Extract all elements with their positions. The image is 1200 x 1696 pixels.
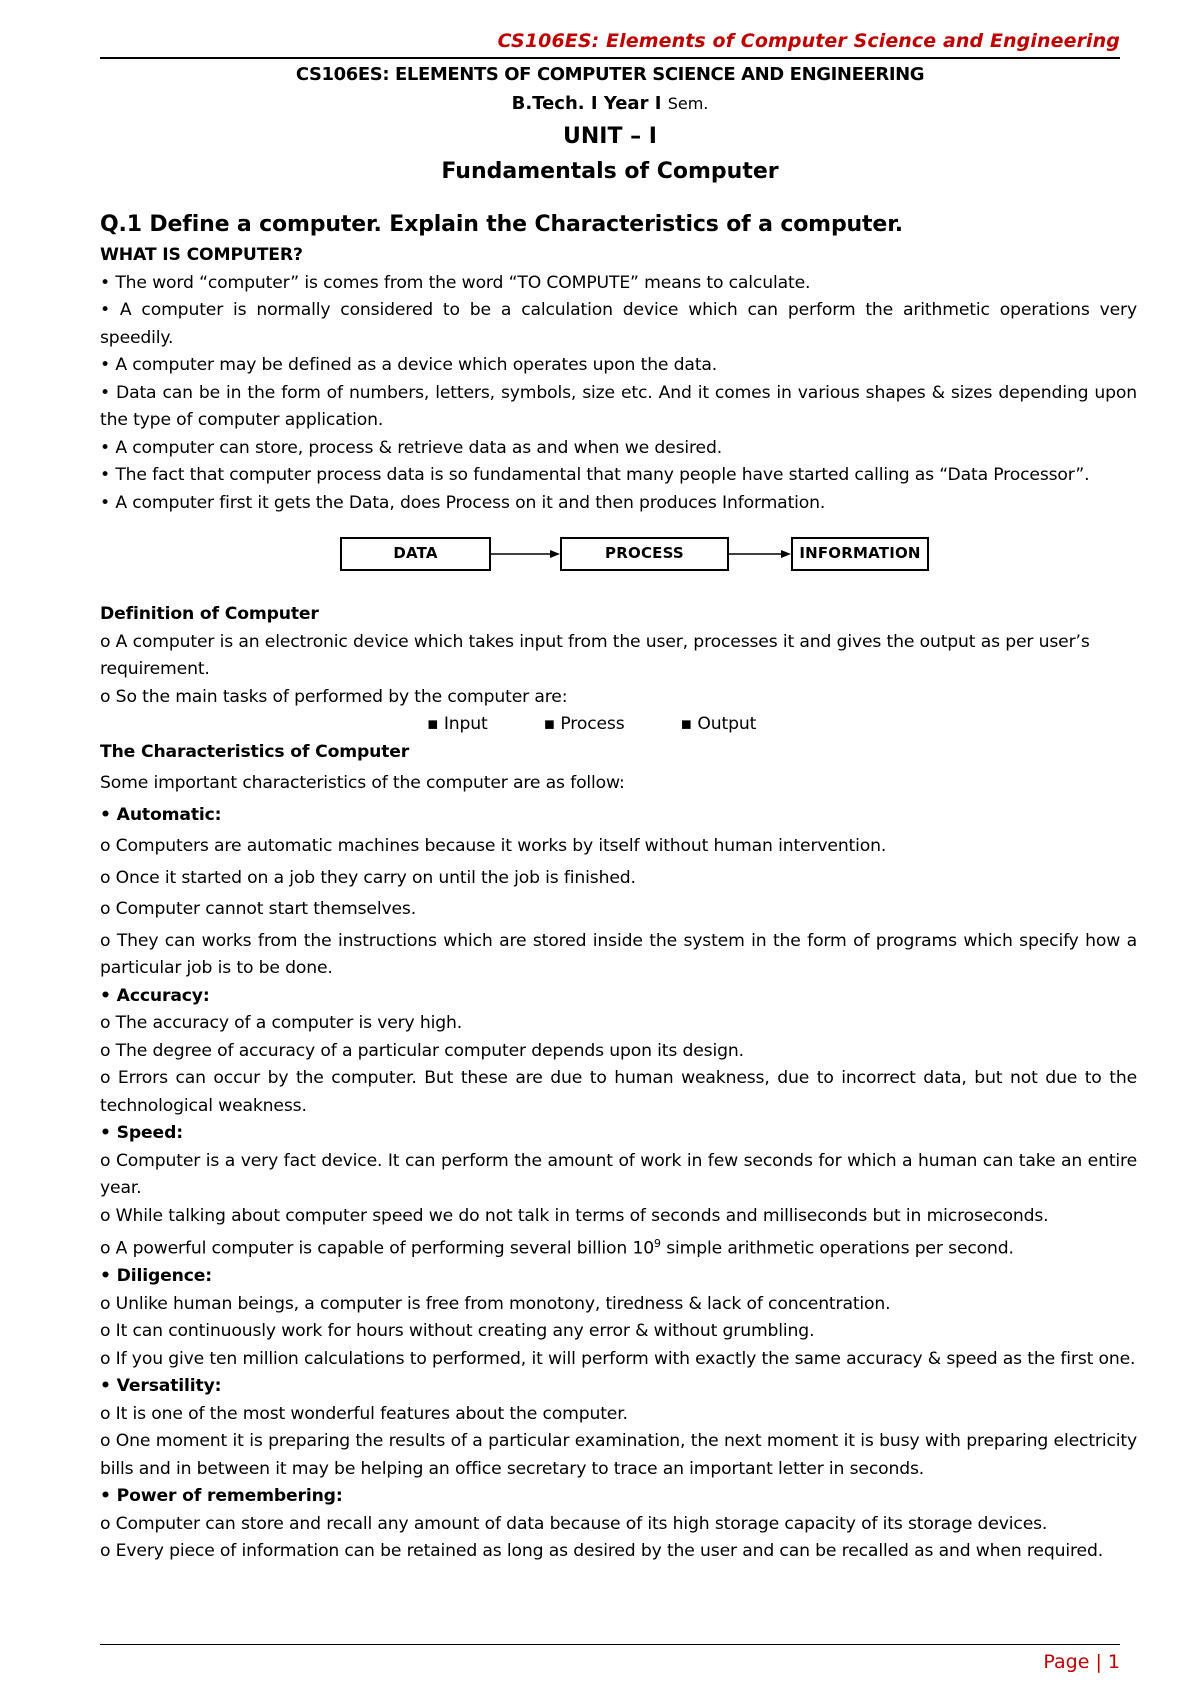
question-heading: Q.1 Define a computer. Explain the Characteristics of a computer.: [100, 212, 903, 237]
footer-rule: [100, 1644, 1120, 1645]
what-bullet: • The fact that computer process data is so fundamental that many people have started calling as “Data Processor”.: [100, 462, 1137, 490]
speed-heading: • Speed:: [100, 1120, 1137, 1148]
what-bullet: • Data can be in the form of numbers, letters, symbols, size etc. And it comes in various shapes & sizes depending upon the type of computer application.: [100, 380, 1137, 435]
power-item: o Every piece of information can be retained as long as desired by the user and can be recalled as and when required.: [100, 1541, 1104, 1562]
automatic-heading: • Automatic:: [100, 802, 1137, 830]
definition-heading: Definition of Computer: [100, 604, 319, 624]
definition-item: o So the main tasks of performed by the computer are:: [100, 686, 568, 707]
power-item: o Computer can store and recall any amount of data because of its high storage capacity of its storage devices.: [100, 1513, 1048, 1534]
characteristics-intro: Some important characteristics of the computer are as follow:: [100, 773, 625, 793]
tasks-list: [100, 711, 1137, 739]
accuracy-item: o The degree of accuracy of a particular computer depends upon its design.: [100, 1040, 744, 1061]
year-text: B.Tech. I Year I: [511, 93, 662, 114]
speed-powerful-before: o A powerful computer is capable of performing several billion 10: [100, 1238, 655, 1259]
accuracy-item: o The accuracy of a computer is very high.: [100, 1013, 463, 1033]
definition-item: o A computer is an electronic device which takes input from the user, processes it and gives the output as per user’s requirement.: [100, 631, 1090, 679]
unit-title: UNIT – I: [563, 124, 657, 149]
what-is-computer-heading: WHAT IS COMPUTER?: [100, 245, 303, 265]
speed-powerful-after: simple arithmetic operations per second.: [660, 1238, 1014, 1259]
diligence-heading: • Diligence:: [100, 1263, 1137, 1291]
what-bullet: • A computer can store, process & retrieve data as and when we desired.: [100, 435, 1137, 463]
power-of-remembering-heading: • Power of remembering:: [100, 1483, 1137, 1511]
speed-item: o While talking about computer speed we do not talk in terms of seconds and milliseconds but in microseconds.: [100, 1205, 1049, 1226]
unit-subtitle: Fundamentals of Computer: [441, 159, 779, 184]
accuracy-item: o Errors can occur by the computer. But these are due to human weakness, due to incorrect data, but not due to the technological weakness.: [100, 1068, 1137, 1116]
arrow-head-data-process: [550, 550, 560, 558]
header-rule: [100, 57, 1120, 59]
characteristics-heading: The Characteristics of Computer: [100, 741, 410, 762]
task-item: ▪ Output: [681, 711, 757, 739]
versatility-item: o One moment it is preparing the results of a particular examination, the next moment it is busy with preparing electricity bills and in between it may be helping an office secretary to trace an important letter in seconds.: [100, 1431, 1137, 1479]
data-process-information-diagram: [100, 529, 1137, 591]
diligence-item: o If you give ten million calculations to performed, it will perform with exactly the same accuracy & speed as the first one.: [100, 1348, 1136, 1369]
automatic-item: o Computer cannot start themselves.: [100, 899, 417, 919]
course-title: CS106ES: ELEMENTS OF COMPUTER SCIENCE AND ENGINEERING: [295, 64, 925, 85]
what-bullet: • The word “computer” is comes from the word “TO COMPUTE” means to calculate.: [100, 270, 1137, 298]
content: [100, 210, 1137, 1566]
arrow-head-process-information: [781, 550, 791, 558]
accuracy-heading: • Accuracy:: [100, 983, 1137, 1011]
task-item: ▪ Process: [544, 711, 625, 739]
automatic-item: o Computers are automatic machines because it works by itself without human intervention.: [100, 836, 887, 856]
what-bullet: • A computer is normally considered to be a calculation device which can perform the arithmetic operations very speedily.: [100, 297, 1137, 352]
what-bullet: • A computer first it gets the Data, does Process on it and then produces Information.: [100, 490, 1137, 518]
automatic-item: o They can works from the instructions which are stored inside the system in the form of programs which specify how a particular job is to be done.: [100, 930, 1137, 978]
speed-item-powerful: [100, 1230, 1137, 1263]
versatility-heading: • Versatility:: [100, 1373, 1137, 1401]
flow-box-information: INFORMATION: [791, 537, 929, 571]
diligence-item: o It can continuously work for hours without creating any error & without grumbling.: [100, 1321, 815, 1342]
speed-powerful-sup: 9: [654, 1237, 661, 1250]
versatility-item: o It is one of the most wonderful features about the computer.: [100, 1403, 628, 1424]
what-bullet: • A computer may be defined as a device which operates upon the data.: [100, 352, 1137, 380]
task-item: ▪ Input: [427, 711, 488, 739]
year-line: [100, 93, 1120, 114]
diligence-item: o Unlike human beings, a computer is free from monotony, tiredness & lack of concentration.: [100, 1293, 891, 1314]
automatic-item: o Once it started on a job they carry on until the job is finished.: [100, 867, 636, 888]
flow-box-process: PROCESS: [560, 537, 729, 571]
sem-text: Sem.: [667, 94, 709, 113]
flow-box-data: DATA: [340, 537, 491, 571]
page-number: Page | 1: [1043, 1651, 1120, 1673]
speed-item: o Computer is a very fact device. It can perform the amount of work in few seconds for which a human can take an entire year.: [100, 1150, 1137, 1198]
title-block: [100, 60, 1120, 184]
running-header: CS106ES: Elements of Computer Science and Engineering: [497, 30, 1120, 52]
